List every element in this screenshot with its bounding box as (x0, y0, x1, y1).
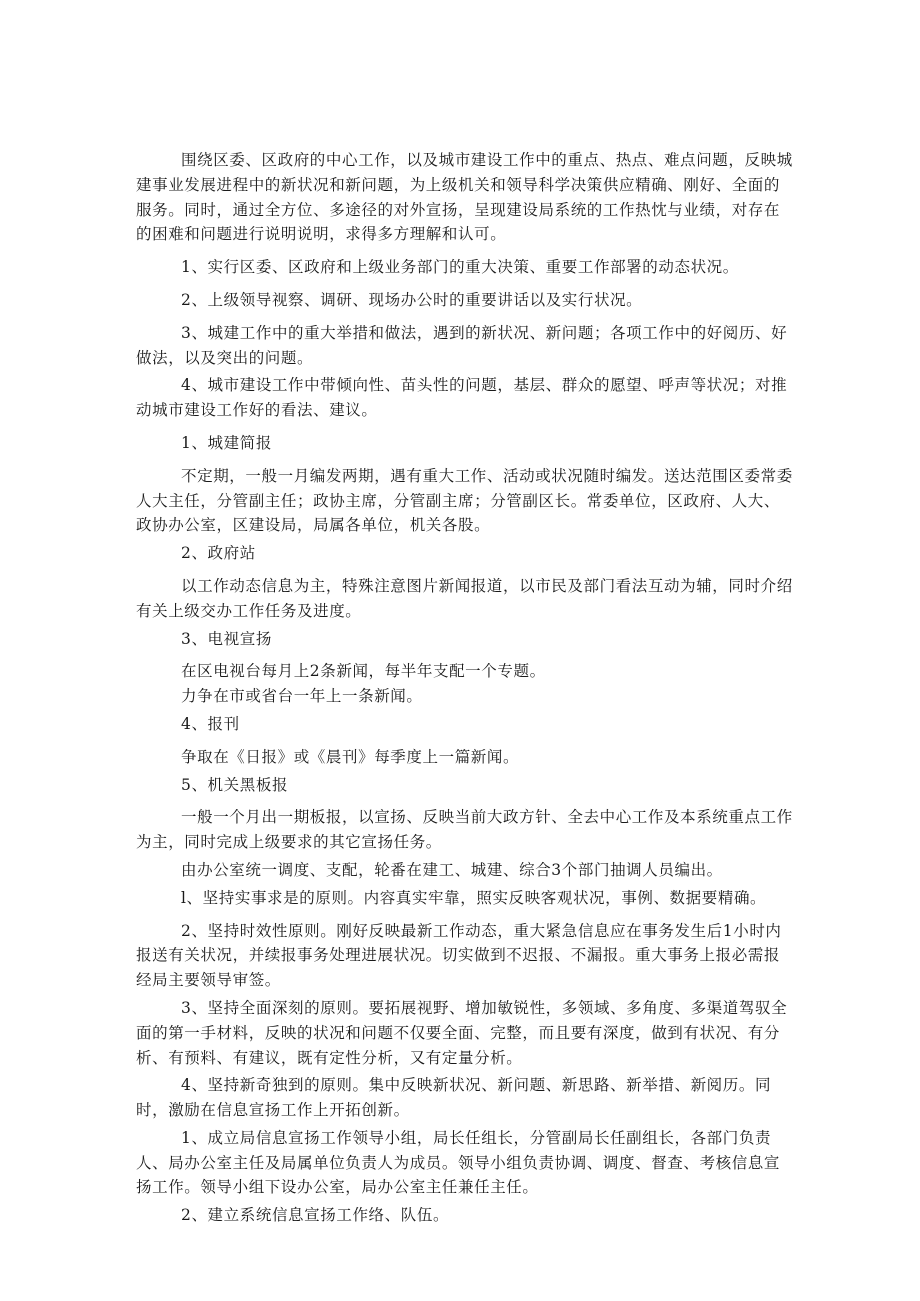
channel-desc-tv: 在区电视台每月上2条新闻，每半年支配一个专题。 (181, 662, 546, 681)
intro-paragraph: 围绕区委、区政府的中心工作，以及城市建设工作中的重点、热点、难点问题，反映城建事业发展进程中的新状况和新问题，为上级机关和领导科学决策供应精确、刚好、全面的服务。同时，通过全方位、多途径的对外宣扬，呈现建设局系统的工作热忱与业绩，对存在的困难和问题进行说明说明，求得多方理解和认可。 (136, 151, 793, 244)
content-item-3: 3、城建工作中的重大举措和做法，遇到的新状况、新问题；各项工作中的好阅历、好做法，以及突出的问题。 (136, 323, 788, 367)
principle-3: 3、坚持全面深刻的原则。要拓展视野、增加敏锐性，多领域、多角度、多渠道驾驭全面的第一手材料，反映的状况和问题不仅要全面、完整，而且要有深度，做到有状况、有分析、有预料、有建议，既有定性分析，又有定量分析。 (136, 998, 788, 1067)
channel-heading-briefing: 1、城建简报 (181, 433, 272, 452)
measure-1: 1、成立局信息宣扬工作领导小组，局长任组长，分管副局长任副组长，各部门负责人、局办公室主任及局属单位负责人为成员。领导小组负责协调、调度、督查、考核信息宣扬工作。领导小组下设办公室，局办公室主任兼任主任。 (136, 1128, 781, 1197)
channel-desc-website: 以工作动态信息为主，特殊注意图片新闻报道，以市民及部门看法互动为辅，同时介绍有关上级交办工作任务及进度。 (136, 576, 793, 620)
document-body (136, 148, 794, 1228)
channel-desc-tv-extra: 力争在市或省台一年上一条新闻。 (181, 687, 423, 706)
channel-desc-blackboard-staff: 由办公室统一调度、支配，轮番在建工、城建、综合3个部门抽调人员编出。 (181, 860, 723, 879)
channel-desc-briefing: 不定期，一般一月编发两期，遇有重大工作、活动或状况随时编发。送达范围区委常委人大主任，分管副主任；政协主席，分管副主席；分管副区长。常委单位，区政府、人大、政协办公室，区建设局，局属各单位，机关各股。 (136, 466, 793, 535)
channel-heading-press: 4、报刊 (181, 714, 240, 733)
principle-2: 2、坚持时效性原则。刚好反映最新工作动态，重大紧急信息应在事务发生后1小时内报送有关状况，并续报事务处理进展状况。切实做到不迟报、不漏报。重大事务上报必需报经局主要领导审签。 (136, 921, 782, 990)
channel-desc-press: 争取在《日报》或《晨刊》每季度上一篇新闻。 (181, 747, 520, 766)
channel-desc-blackboard: 一般一个月出一期板报，以宣扬、反映当前大政方针、全去中心工作及本系统重点工作为主，同时完成上级要求的其它宣扬任务。 (136, 808, 793, 852)
content-item-1: 1、实行区委、区政府和上级业务部门的重大决策、重要工作部署的动态状况。 (181, 258, 739, 277)
channel-heading-blackboard: 5、机关黑板报 (181, 775, 289, 794)
principle-1: l、坚持实事求是的原则。内容真实牢靠，照实反映客观状况，事例、数据要精确。 (181, 888, 767, 907)
principle-4: 4、坚持新奇独到的原则。集中反映新状况、新问题、新思路、新举措、新阅历。同时，激励在信息宣扬工作上开拓创新。 (136, 1076, 772, 1120)
content-item-4: 4、城市建设工作中带倾向性、苗头性的问题，基层、群众的愿望、呼声等状况；对推动城市建设工作好的看法、建议。 (136, 376, 788, 420)
measure-2: 2、建立系统信息宣扬工作络、队伍。 (181, 1206, 450, 1225)
channel-heading-tv: 3、电视宣扬 (181, 629, 272, 648)
channel-heading-website: 2、政府站 (181, 544, 256, 563)
content-item-2: 2、上级领导视察、调研、现场办公时的重要讲话以及实行状况。 (181, 290, 643, 309)
